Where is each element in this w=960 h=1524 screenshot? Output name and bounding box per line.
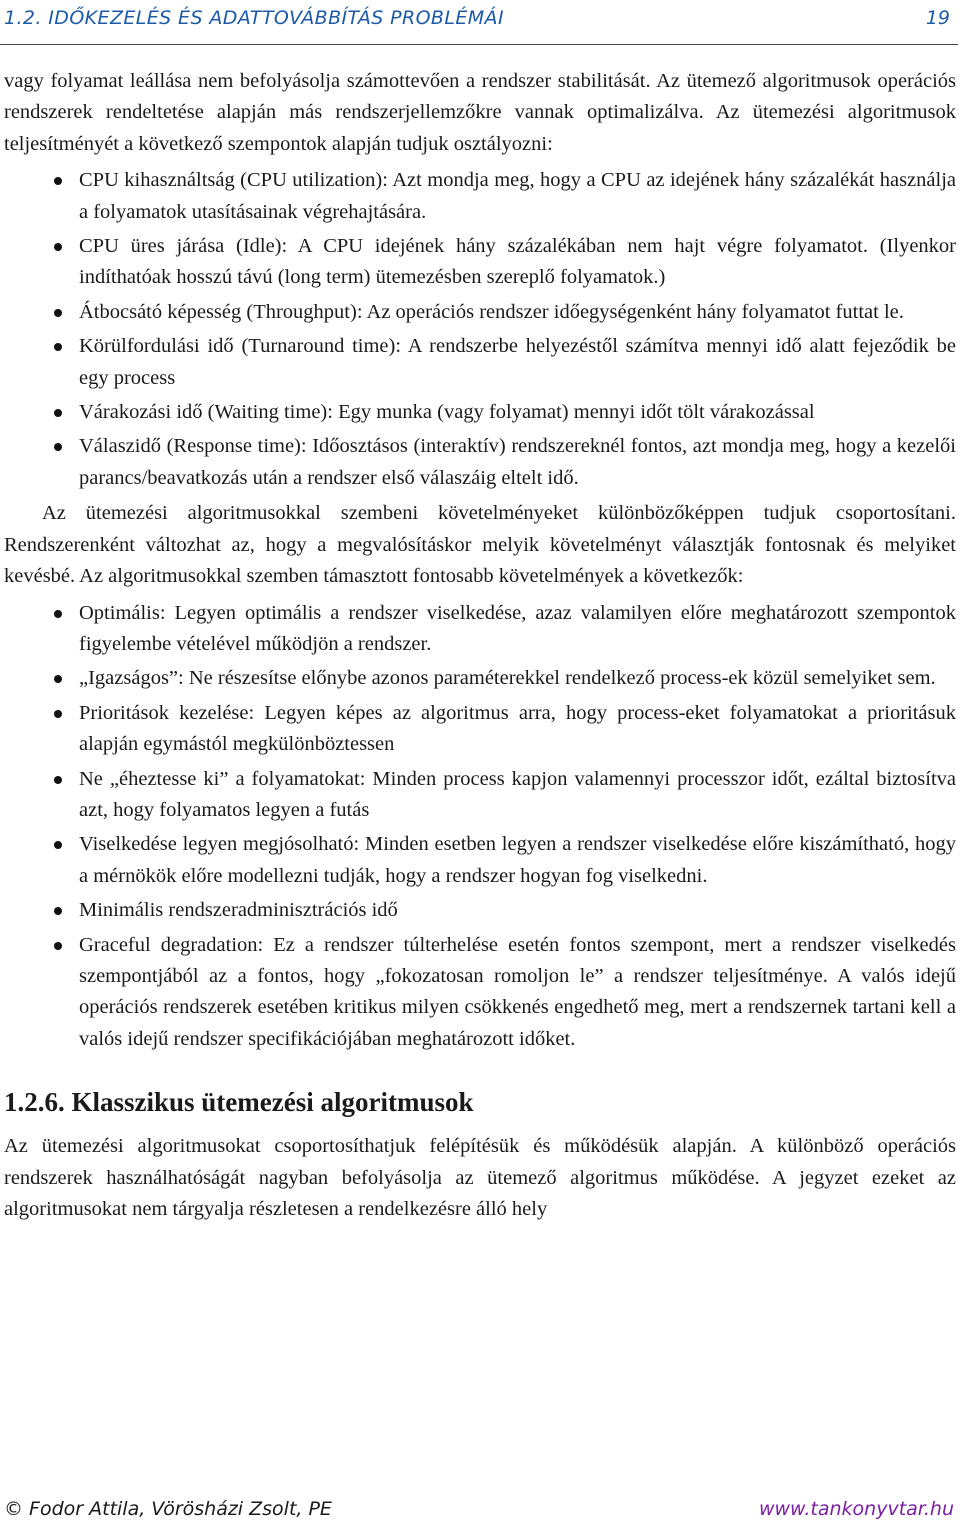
page-content [4,66,956,1225]
list-item: Ne „éheztesse ki” a folyamatokat: Minden process kapjon valamennyi processzor időt, ezáltal biztosítva azt, hogy folyamatos legyen a futás [79,764,956,827]
list-item: Körülfordulási idő (Turnaround time): A rendszerbe helyezéstől számítva mennyi idő alatt fejeződik be egy process [79,331,956,394]
page-footer [0,1494,960,1522]
intro-paragraph [4,66,956,160]
list-item: CPU kihasználtság (CPU utilization): Azt mondja meg, hogy a CPU az idejének hány százalékát használja a folyamatok utasításainak végrehajtására. [79,165,956,228]
website-link[interactable]: www.tankonyvtar.hu [758,1498,954,1520]
intro-text: vagy folyamat leállása nem befolyásolja számottevően a rendszer stabilitását. Az ütemező algoritmusok operációs rendszerek rendeltetése alapján más rendszerjellemzőkre vannak optimalizálva. Az ütemezési algoritmusok teljesítményét a következő szempontok alapján tudjuk osztályozni: [4,70,956,155]
requirements-intro: Az ütemezési algoritmusokkal szembeni követelményeket különbözőképpen tudjuk csoportosítani. Rendszerenként változhat az, hogy a megvalósításkor melyik követelményt választják fontosnak és melyiket kevésbé. Az algoritmusokkal szemben támasztott fontosabb követelmények a következők: [4,502,956,588]
list-item: Válaszidő (Response time): Időosztásos (interaktív) rendszereknél fontos, azt mondja meg, hogy a kezelői parancs/beavatkozás után a rendszer első válaszáig eltelt idő. [79,431,956,494]
page-number: 19 [925,7,950,29]
list-item: Átbocsátó képesség (Throughput): Az operációs rendszer időegységenként hány folyamatot futtat le. [79,297,956,328]
section-paragraph: Az ütemezési algoritmusokat csoportosíthatjuk felépítésük és működésük alapján. A különböző operációs rendszerek használhatóságát nagyban befolyásolja az ütemező algoritmus működése. A jegyzet ezeket az algoritmusokat nem tárgyalja részletesen a rendelkezésre álló hely [4,1135,956,1220]
list-item: Optimális: Legyen optimális a rendszer viselkedése, azaz valamilyen előre meghatározott szempontok figyelembe vételével működjön a rendszer. [79,598,956,661]
list-item: Prioritások kezelése: Legyen képes az algoritmus arra, hogy process-eket folyamatokat a prioritásuk alapján egymástól megkülönböztessen [79,698,956,761]
chapter-title: 1.2. IDŐKEZELÉS ÉS ADATTOVÁBBÍTÁS PROBLÉMÁI [4,7,504,29]
list-item: Minimális rendszeradminisztrációs idő [79,895,956,926]
requirements-list [4,598,956,1056]
list-item: Viselkedése legyen megjósolható: Minden esetben legyen a rendszer viselkedése előre kiszámítható, hogy a mérnökök előre modellezni tudják, hogy a rendszer hogyan fog viselkedni. [79,829,956,892]
list-item: Várakozási idő (Waiting time): Egy munka (vagy folyamat) mennyi időt tölt várakozással [79,397,956,428]
page-header [0,0,958,45]
criteria-list [4,165,956,494]
list-item: CPU üres járása (Idle): A CPU idejének hány százalékában nem hajt végre folyamatot. (Ilyenkor indíthatóak hosszú távú (long term) ütemezésben szereplő folyamatok.) [79,231,956,294]
list-item: Graceful degradation: Ez a rendszer túlterhelése esetén fontos szempont, mert a rendszer viselkedés szempontjából az a fontos, hogy „fokozatosan romoljon le” a rendszer teljesítménye. A valós idejű operációs rendszerek esetében kritikus milyen csökkenés engedhető meg, mert a rendszernek tartani kell a valós idejű rendszer specifikációjában meghatározott időket. [79,930,956,1056]
section-heading: 1.2.6. Klasszikus ütemezési algoritmusok [4,1087,474,1118]
author-credit: © Fodor Attila, Vörösházi Zsolt, PE [4,1498,332,1520]
list-item: „Igazságos”: Ne részesítse előnybe azonos paraméterekkel rendelkező process-ek közül semelyiket sem. [79,663,956,694]
